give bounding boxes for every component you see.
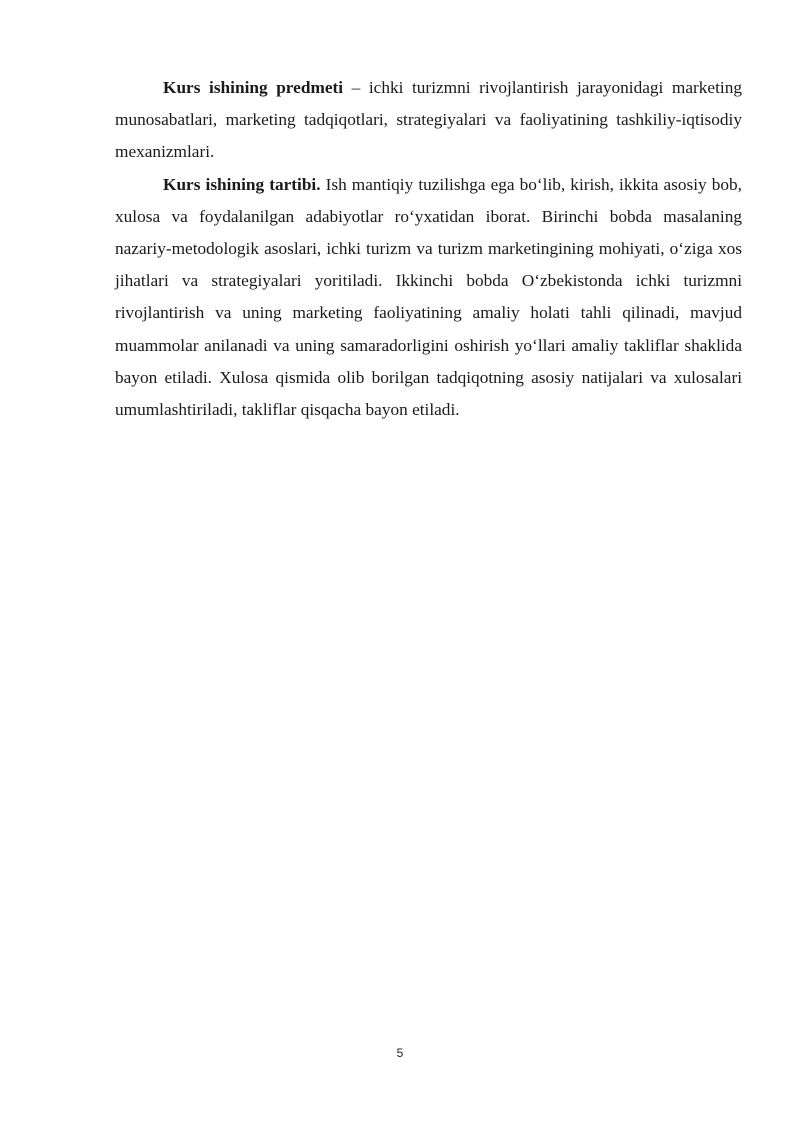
paragraph-text: Ish mantiqiy tuzilishga ega bo‘lib, kirish, ikkita asosiy bob, xulosa va foydalanilgan adabiyotlar ro‘yxatidan iborat. Birinchi bobda masalaning nazariy-metodologik asoslari, ichki turizm va turizm marketingining mohiyati, o‘ziga xos jihatlari va strategiyalari yoritiladi. Ikkinchi bobda O‘zbekistonda ichki turizmni rivojlantirish va uning marketing faoliyatining amaliy holati tahli qilinadi, mavjud muammolar anilanadi va uning samaradorligini oshirish yo‘llari amaliy takliflar shaklida bayon etiladi. Xulosa qismida olib borilgan tadqiqotning asosiy natijalari va xulosalari umumlashtiriladi, takliflar qisqacha bayon etiladi. (115, 174, 742, 420)
paragraph-subject (115, 72, 742, 169)
paragraph-text: – ichki turizmni rivojlantirish jarayonidagi marketing munosabatlari, marketing tadqiqotlari, strategiyalari va faoliyatining tashkiliy-iqtisodiy mexanizmlari. (115, 78, 742, 162)
page-content (115, 72, 742, 426)
paragraph-lead: Kurs ishining tartibi. (163, 174, 321, 194)
paragraph-lead: Kurs ishining predmeti (163, 78, 344, 97)
paragraph-structure (115, 169, 742, 427)
page-number: 5 (396, 1046, 404, 1060)
